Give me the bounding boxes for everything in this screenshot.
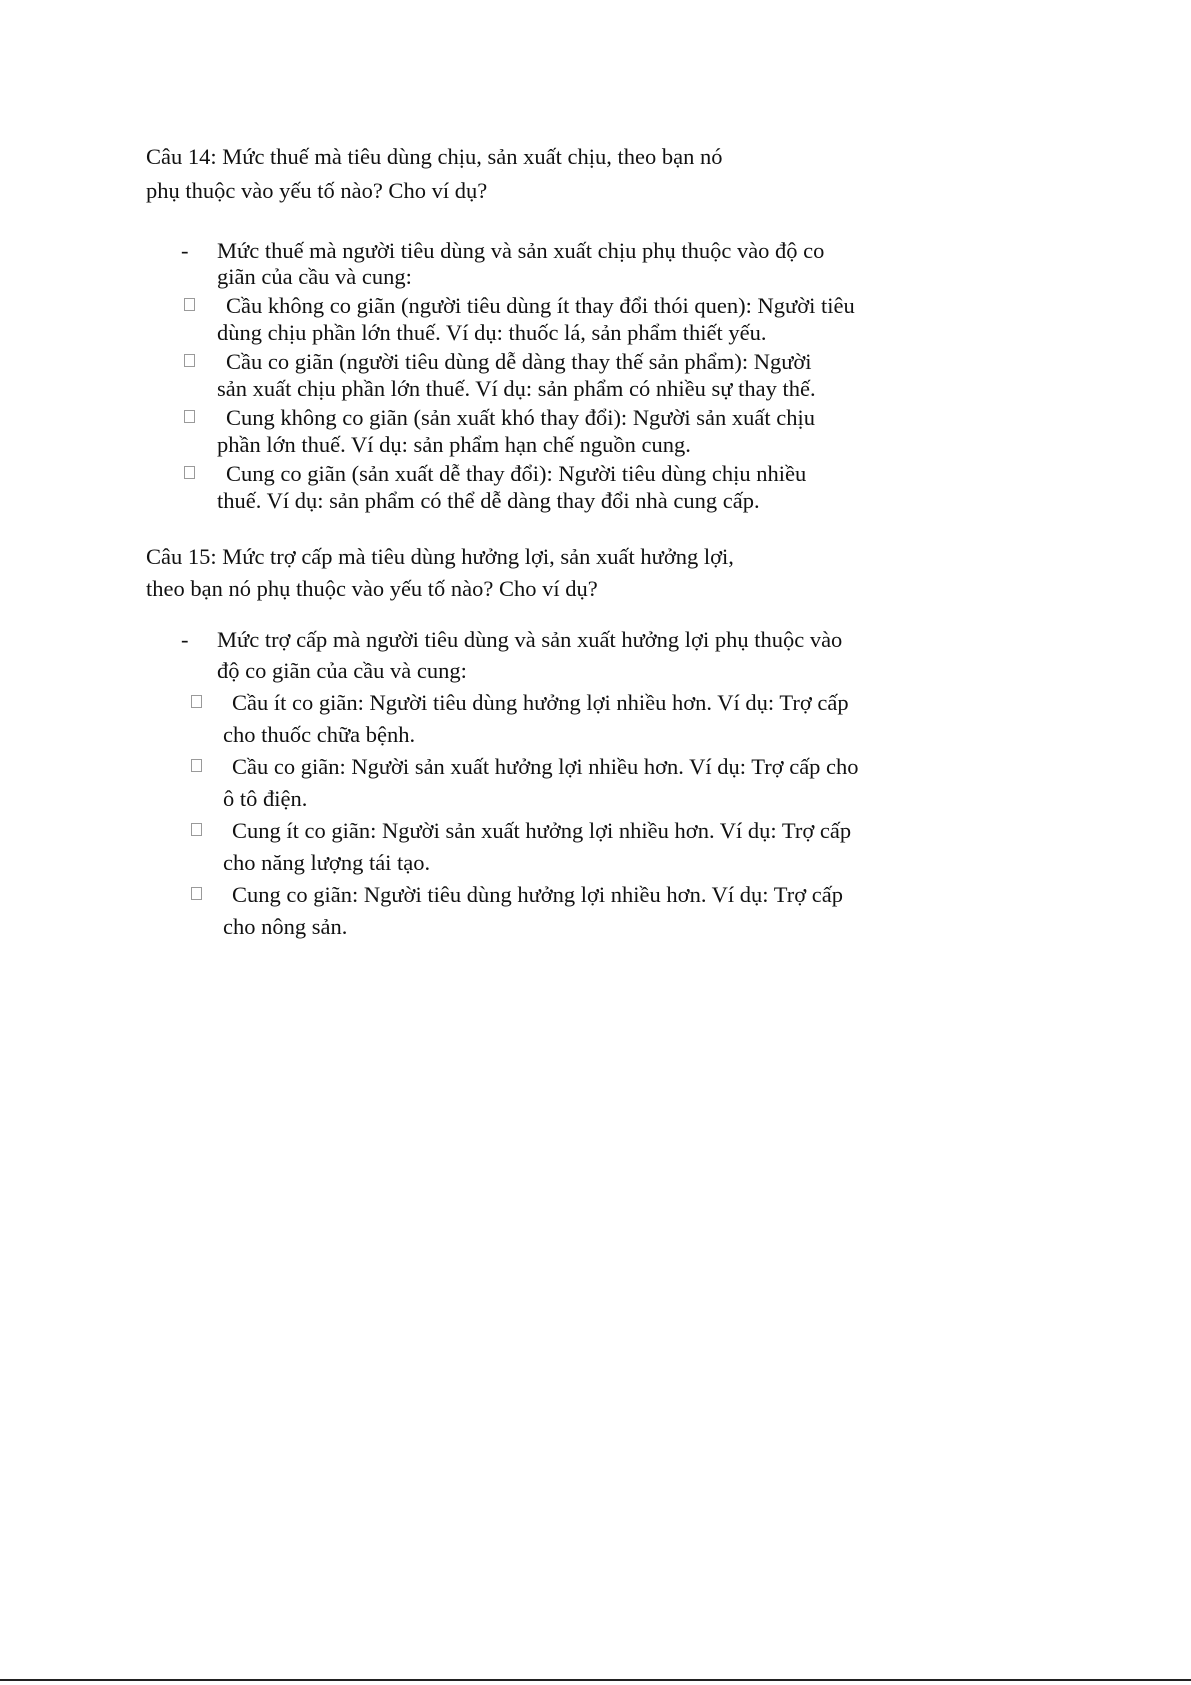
checkbox-icon bbox=[191, 695, 202, 708]
q15-item-2-line-2: ô tô điện. bbox=[223, 786, 308, 811]
checkbox-icon bbox=[191, 823, 202, 836]
checkbox-icon bbox=[184, 466, 195, 479]
q15-item-1-line-2: cho thuốc chữa bệnh. bbox=[223, 722, 416, 747]
q15-item-4-line-2: cho nông sản. bbox=[223, 914, 348, 939]
q14-intro-line-2: giãn của cầu và cung: bbox=[217, 264, 412, 289]
checkbox-icon bbox=[184, 298, 195, 311]
q14-intro-line-1: Mức thuế mà người tiêu dùng và sản xuất chịu phụ thuộc vào độ co bbox=[217, 238, 825, 263]
checkbox-icon bbox=[184, 410, 195, 423]
q14-item-1-line-2: dùng chịu phần lớn thuế. Ví dụ: thuốc lá, sản phẩm thiết yếu. bbox=[217, 320, 767, 345]
q15-item-1-line-1: Cầu ít co giãn: Người tiêu dùng hưởng lợi nhiều hơn. Ví dụ: Trợ cấp bbox=[232, 690, 849, 715]
q15-item-2-line-1: Cầu co giãn: Người sản xuất hưởng lợi nhiều hơn. Ví dụ: Trợ cấp cho bbox=[232, 754, 859, 779]
q15-item-3-line-1: Cung ít co giãn: Người sản xuất hưởng lợi nhiều hơn. Ví dụ: Trợ cấp bbox=[232, 818, 852, 843]
q14-title-line-1: Câu 14: Mức thuế mà tiêu dùng chịu, sản xuất chịu, theo bạn nó bbox=[146, 144, 723, 169]
q14-item-4-line-1: Cung co giãn (sản xuất dễ thay đổi): Người tiêu dùng chịu nhiều bbox=[226, 461, 807, 486]
q15-item-4-line-1: Cung co giãn: Người tiêu dùng hưởng lợi nhiều hơn. Ví dụ: Trợ cấp bbox=[232, 882, 843, 907]
q14-item-1-line-1: Cầu không co giãn (người tiêu dùng ít thay đổi thói quen): Người tiêu bbox=[226, 293, 855, 318]
page-bottom-edge bbox=[0, 1679, 1191, 1681]
q15-item-3-line-2: cho năng lượng tái tạo. bbox=[223, 850, 431, 875]
q14-dash-bullet: - bbox=[181, 238, 189, 263]
q15-intro-line-1: Mức trợ cấp mà người tiêu dùng và sản xuất hưởng lợi phụ thuộc vào bbox=[217, 627, 843, 652]
q14-title-line-2: phụ thuộc vào yếu tố nào? Cho ví dụ? bbox=[146, 178, 488, 203]
q14-item-3-line-2: phần lớn thuế. Ví dụ: sản phẩm hạn chế nguồn cung. bbox=[217, 432, 691, 457]
q14-item-2-line-2: sản xuất chịu phần lớn thuế. Ví dụ: sản phẩm có nhiều sự thay thế. bbox=[217, 376, 816, 401]
q15-title-line-2: theo bạn nó phụ thuộc vào yếu tố nào? Cho ví dụ? bbox=[146, 576, 598, 601]
q14-item-2-line-1: Cầu co giãn (người tiêu dùng dễ dàng thay thế sản phẩm): Người bbox=[226, 349, 812, 374]
q15-title-line-1: Câu 15: Mức trợ cấp mà tiêu dùng hưởng lợi, sản xuất hưởng lợi, bbox=[146, 544, 734, 569]
checkbox-icon bbox=[191, 887, 202, 900]
q14-item-4-line-2: thuế. Ví dụ: sản phẩm có thể dễ dàng thay đổi nhà cung cấp. bbox=[217, 488, 760, 513]
checkbox-icon bbox=[191, 759, 202, 772]
checkbox-icon bbox=[184, 354, 195, 367]
q15-intro-line-2: độ co giãn của cầu và cung: bbox=[217, 658, 467, 683]
q14-item-3-line-1: Cung không co giãn (sản xuất khó thay đổi): Người sản xuất chịu bbox=[226, 405, 815, 430]
q15-dash-bullet: - bbox=[181, 627, 189, 652]
